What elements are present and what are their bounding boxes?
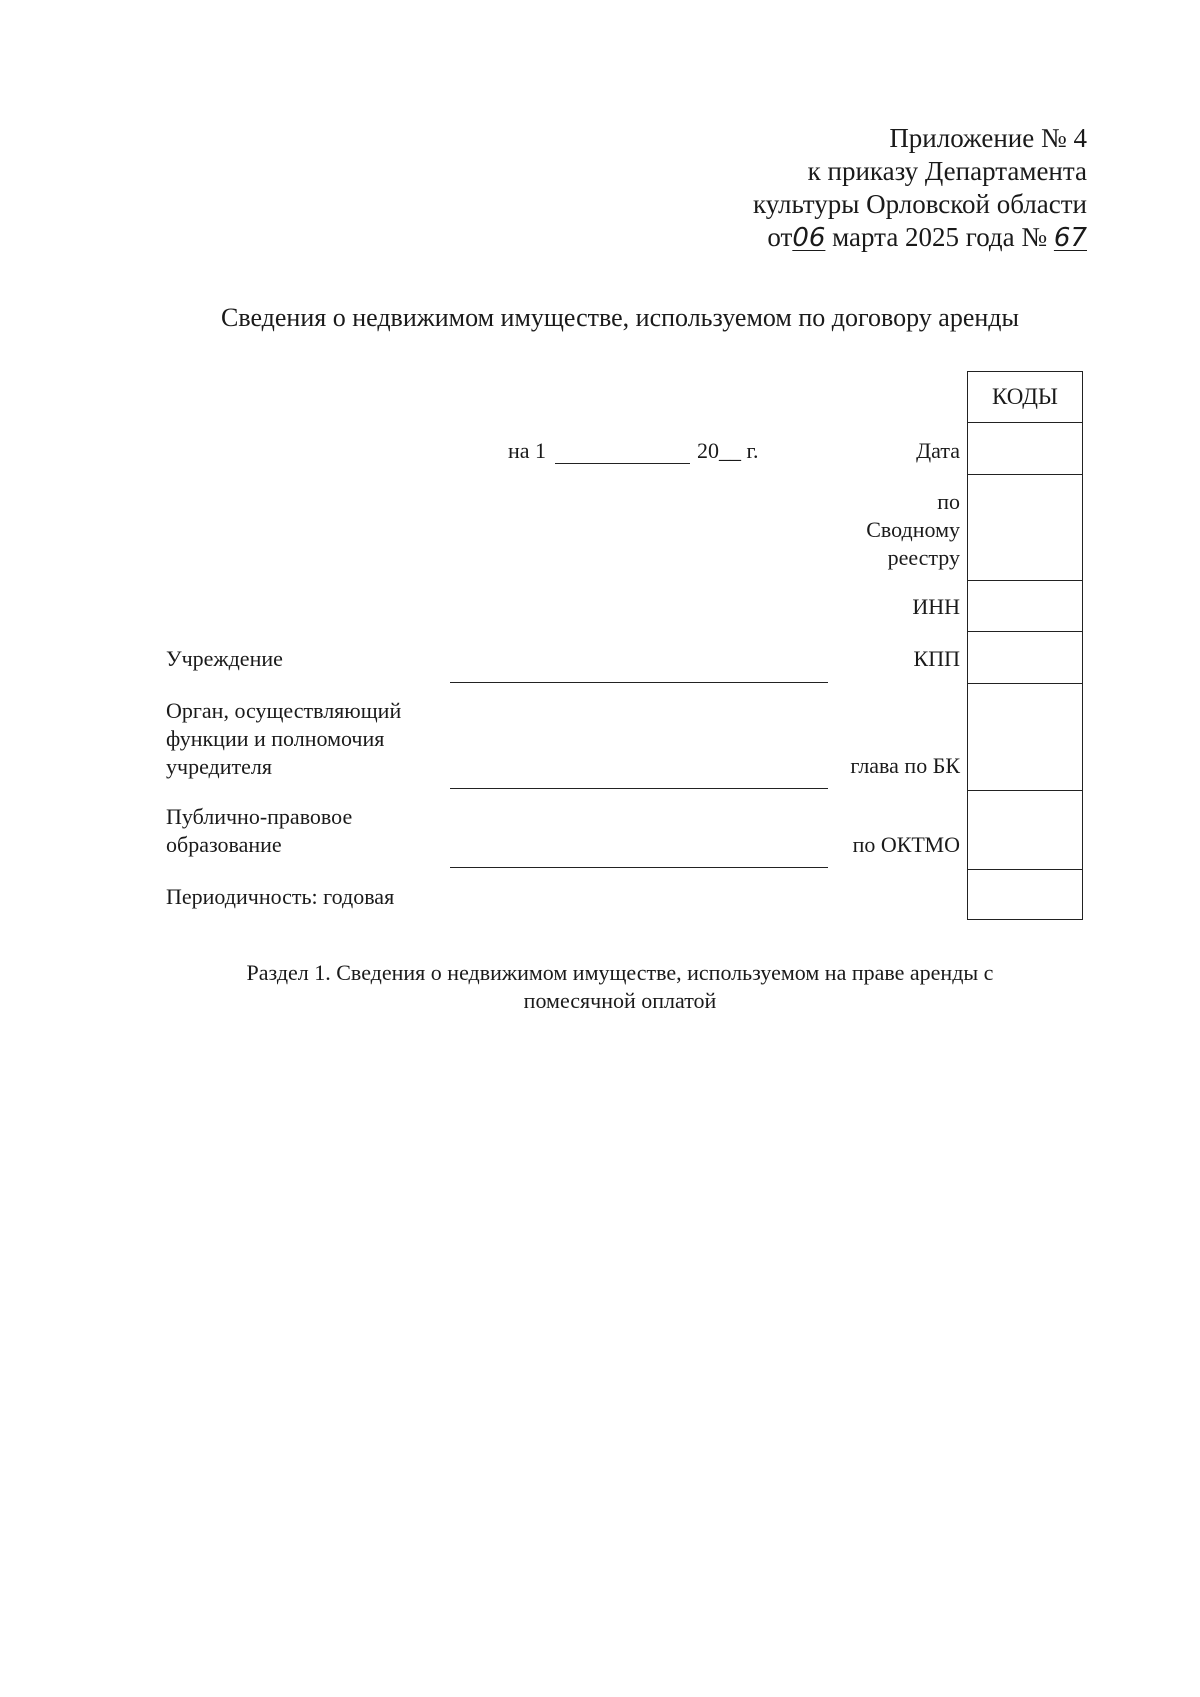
document-title: Сведения о недвижимом имуществе, используемом по договору аренды: [221, 303, 1019, 332]
label-registry-line3: реестру: [887, 545, 960, 570]
label-registry-line1: по: [937, 489, 960, 514]
code-cell-inn: [968, 581, 1083, 632]
handwritten-day: 06: [792, 223, 826, 253]
label-founder-organ-line3: учредителя: [166, 754, 272, 779]
public-entity-field-line: [450, 867, 828, 868]
date-rest: марта 2025 года №: [825, 222, 1054, 252]
label-public-entity: [166, 803, 352, 859]
appendix-order-ref: к приказу Департамента: [807, 156, 1087, 186]
appendix-date-line: [753, 221, 1087, 255]
date-month-underline: [555, 463, 690, 464]
founder-organ-field-line: [450, 788, 828, 789]
section-1-line1: Раздел 1. Сведения о недвижимом имуществе, используемом на праве аренды с: [246, 960, 994, 985]
label-periodicity: Периодичность: годовая: [166, 884, 395, 909]
label-registry-line2: Сводному: [866, 517, 960, 542]
code-cell-kpp: [968, 632, 1083, 684]
code-cell-periodicity: [968, 870, 1083, 920]
label-founder-organ-line1: Орган, осуществляющий: [166, 698, 402, 723]
label-kpp: КПП: [913, 646, 960, 671]
codes-header: КОДЫ: [968, 372, 1083, 423]
code-cell-oktmo: [968, 791, 1083, 870]
label-oktmo: по ОКТМО: [852, 832, 960, 857]
code-cell-registry: [968, 475, 1083, 581]
code-cell-glava-bk: [968, 684, 1083, 791]
codes-table: [967, 371, 1083, 920]
code-cell-date: [968, 423, 1083, 475]
label-public-entity-line1: Публично-правовое: [166, 804, 353, 829]
label-public-entity-line2: образование: [166, 832, 282, 857]
appendix-header: [753, 122, 1087, 255]
label-founder-organ-line2: функции и полномочия: [166, 726, 385, 751]
label-institution: Учреждение: [166, 646, 283, 671]
institution-field-line: [450, 682, 828, 683]
label-date: Дата: [916, 438, 960, 463]
handwritten-number: 67: [1053, 223, 1087, 253]
appendix-department: культуры Орловской области: [752, 189, 1087, 219]
section-1-heading: [0, 959, 1200, 1015]
label-inn: ИНН: [912, 594, 960, 619]
label-founder-organ: [166, 697, 401, 781]
date-year-label: 20__ г.: [697, 438, 759, 463]
date-prefix: от: [767, 222, 793, 252]
label-glava-bk: глава по БК: [850, 753, 960, 778]
date-prefix-label: на 1: [508, 438, 547, 463]
appendix-number: Приложение № 4: [889, 123, 1087, 153]
section-1-line2: помесячной оплатой: [523, 988, 717, 1013]
label-registry: [866, 488, 960, 572]
